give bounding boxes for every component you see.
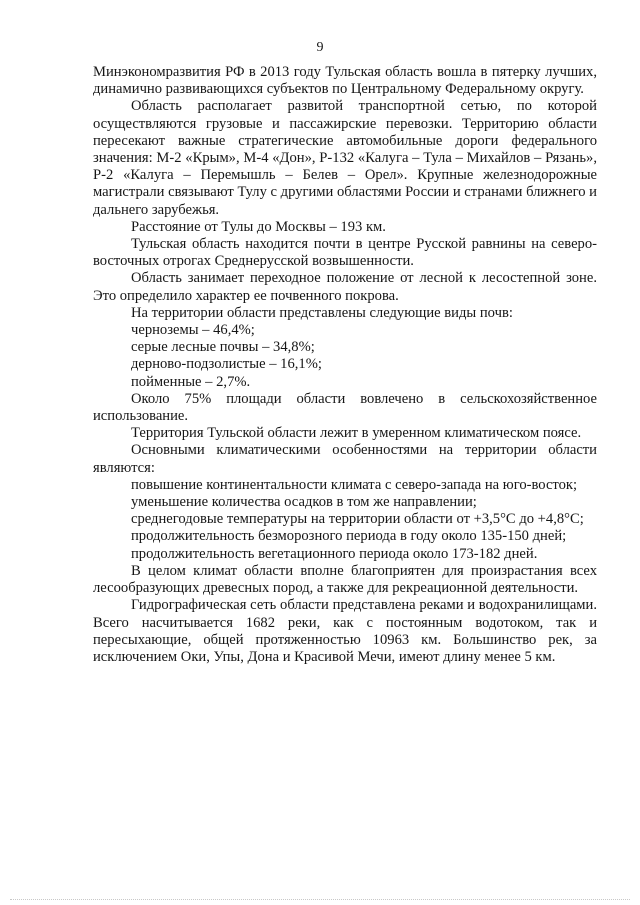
list-item: уменьшение количества осадков в том же направлении;: [131, 494, 477, 511]
paragraph-hydrography: Гидрографическая сеть области представлена реками и водохранилищами. Всего насчитывается 1682 реки, как с постоянным водотоком, так и пересыхающие, общей протяженностью 10963 км. Большинство рек, за исключением Оки, Упы, Дона и Красивой Мечи, имеют длину менее 5 км.: [93, 597, 597, 665]
list-item: пойменные – 2,7%.: [131, 373, 251, 390]
paragraph-climate-belt: Территория Тульской области лежит в умеренном климатическом поясе.: [131, 425, 582, 442]
paragraph-location: Тульская область находится почти в центре Русской равнины на северо-восточных отрогах Среднерусской возвышенности.: [93, 236, 597, 270]
climate-features-list: [93, 477, 597, 563]
list-item: повышение континентальности климата с северо-запада на юго-восток;: [131, 476, 578, 493]
list-item: серые лесные почвы – 34,8%;: [131, 339, 315, 356]
page-number: 9: [316, 40, 324, 55]
soil-types-list: [93, 322, 597, 391]
list-item: продолжительность безморозного периода в году около 135-150 дней;: [131, 528, 567, 545]
paragraph-climate-intro: Основными климатическими особенностями на территории области являются:: [93, 442, 597, 476]
list-item: среднегодовые температуры на территории области от +3,5°С до +4,8°С;: [131, 511, 584, 528]
paragraph-climate-summary: В целом климат области вполне благоприятен для произрастания всех лесообразующих древесных пород, а также для рекреационной деятельности.: [93, 562, 597, 597]
document-text: [93, 64, 597, 666]
list-item: черноземы – 46,4%;: [131, 322, 255, 339]
list-item: продолжительность вегетационного периода около 173-182 дней.: [131, 545, 538, 562]
paragraph-distance: Расстояние от Тулы до Москвы – 193 км.: [131, 218, 386, 235]
paragraph-transport: Область располагает развитой транспортной сетью, по которой осуществляются грузовые и пассажирские перевозки. Территорию области пересекают важные стратегические автомобильные дороги федерального значения: М-2 «Крым», М-4 «Дон», Р-132 «Калуга – Тула – Михайлов – Рязань», Р-2 «Калуга – Перемышль – Белев – Орел». Крупные железнодорожные магистрали связывают Тулу с другими областями России и странами ближнего и дальнего зарубежья.: [93, 98, 597, 218]
scan-edge-marks: [10, 895, 630, 900]
list-item: дерново-подзолистые – 16,1%;: [131, 356, 322, 373]
paragraph-ranking: Минэкономразвития РФ в 2013 году Тульская область вошла в пятерку лучших, динамично развивающихся субъектов по Центральному Федеральному округу.: [93, 64, 597, 98]
paragraph-zone: Область занимает переходное положение от лесной к лесостепной зоне. Это определило характер ее почвенного покрова.: [93, 270, 597, 304]
paragraph-agriculture: Около 75% площади области вовлечено в сельскохозяйственное использование.: [93, 390, 597, 425]
paragraph-soils-intro: На территории области представлены следующие виды почв:: [131, 304, 513, 321]
